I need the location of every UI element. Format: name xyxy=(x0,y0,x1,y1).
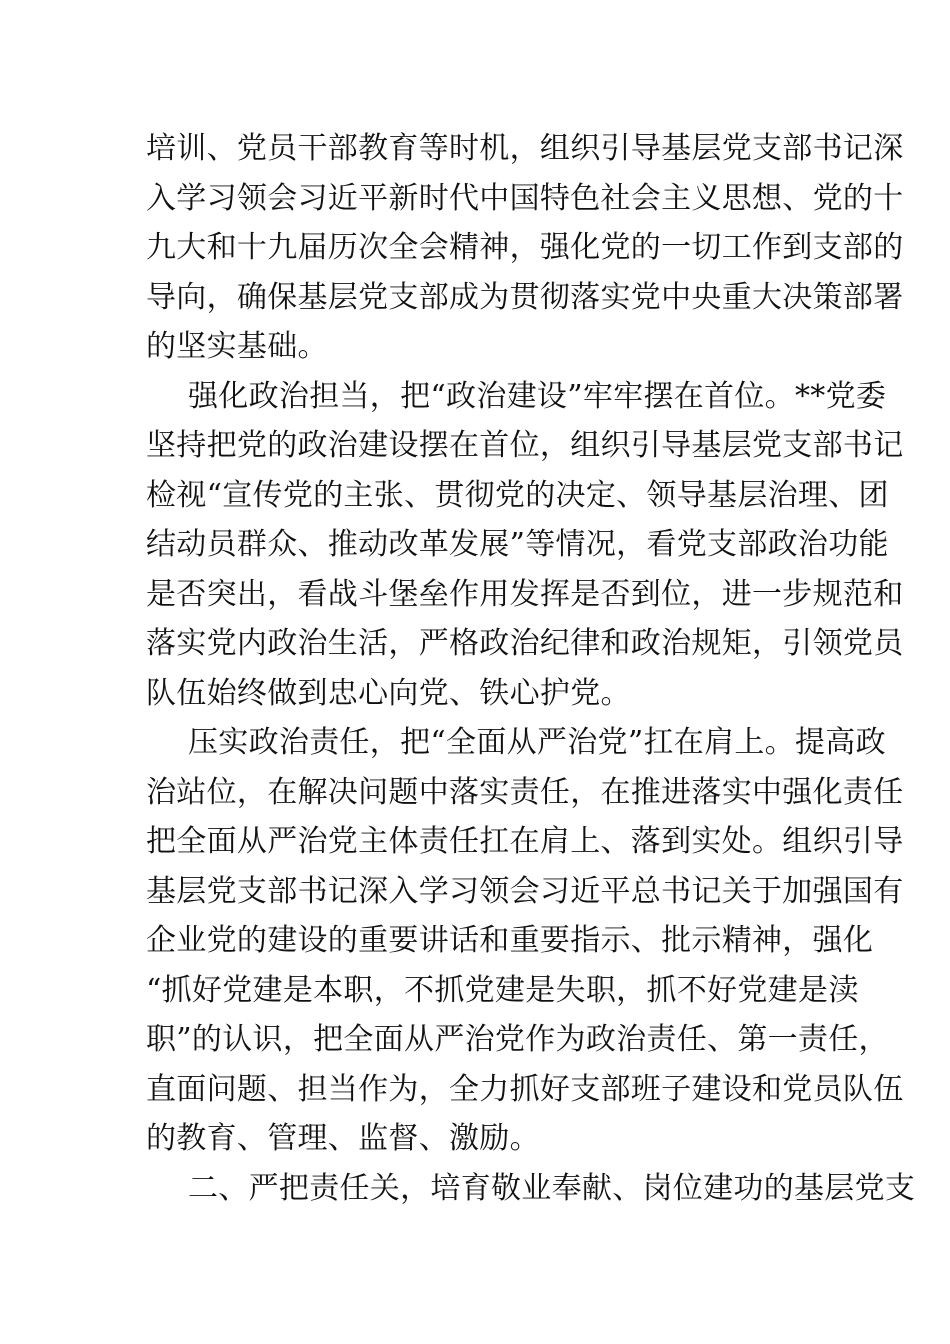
text-line: 九大和十九届历次全会精神，强化党的一切工作到支部的 xyxy=(146,230,904,265)
text-line: 导向，确保基层党支部成为贯彻落实党中央重大决策部署 xyxy=(146,279,904,315)
text-line: 基层党支部书记深入学习领会习近平总书记关于加强国有 xyxy=(146,873,904,909)
text-line: 培训、党员干部教育等时机，组织引导基层党支部书记深 xyxy=(146,131,904,166)
text-line: 职”的认识，把全面从严治党作为政治责任、第一责任， xyxy=(146,1022,889,1057)
text-line: 直面问题、担当作为，全力抓好支部班子建设和党员队伍 xyxy=(146,1071,904,1107)
text-line: 治站位，在解决问题中落实责任，在推进落实中强化责任 xyxy=(146,774,904,810)
text-line: 的教育、管理、监督、激励。 xyxy=(146,1121,540,1156)
text-line: 企业党的建设的重要讲话和重要指示、批示精神，强化 xyxy=(146,923,874,958)
text-line: 结动员群众、推动改革发展”等情况，看党支部政治功能 xyxy=(146,527,889,562)
text-line: 把全面从严治党主体责任扛在肩上、落到实处。组织引导 xyxy=(146,824,904,859)
text-line: 的坚实基础。 xyxy=(146,329,328,364)
text-line: 是否突出，看战斗堡垒作用发挥是否到位，进一步规范和 xyxy=(146,576,904,612)
paragraph-1 xyxy=(146,124,904,372)
paragraph-3 xyxy=(146,718,904,1164)
text-line: 检视“宣传党的主张、贯彻党的决定、领导基层治理、团 xyxy=(146,477,889,513)
text-line: 压实政治责任，把“全面从严治党”扛在肩上。提高政 xyxy=(188,725,886,760)
text-line: “抓好党建是本职，不抓党建是失职，抓不好党建是渎 xyxy=(146,972,859,1008)
text-line: 二、严把责任关，培育敬业奉献、岗位建功的基层党支 xyxy=(188,1170,916,1206)
text-line: 落实党内政治生活，严格政治纪律和政治规矩，引领党员 xyxy=(146,626,904,661)
section-heading-2 xyxy=(146,1164,916,1214)
text-line: 入学习领会习近平新时代中国特色社会主义思想、党的十 xyxy=(146,180,904,216)
body-text xyxy=(146,124,916,1213)
paragraph-2 xyxy=(146,372,904,719)
text-line: 强化政治担当，把“政治建设”牢牢摆在首位。**党委 xyxy=(188,378,887,414)
text-line: 队伍始终做到忠心向党、铁心护党。 xyxy=(146,675,631,711)
text-line: 坚持把党的政治建设摆在首位，组织引导基层党支部书记 xyxy=(146,428,904,463)
